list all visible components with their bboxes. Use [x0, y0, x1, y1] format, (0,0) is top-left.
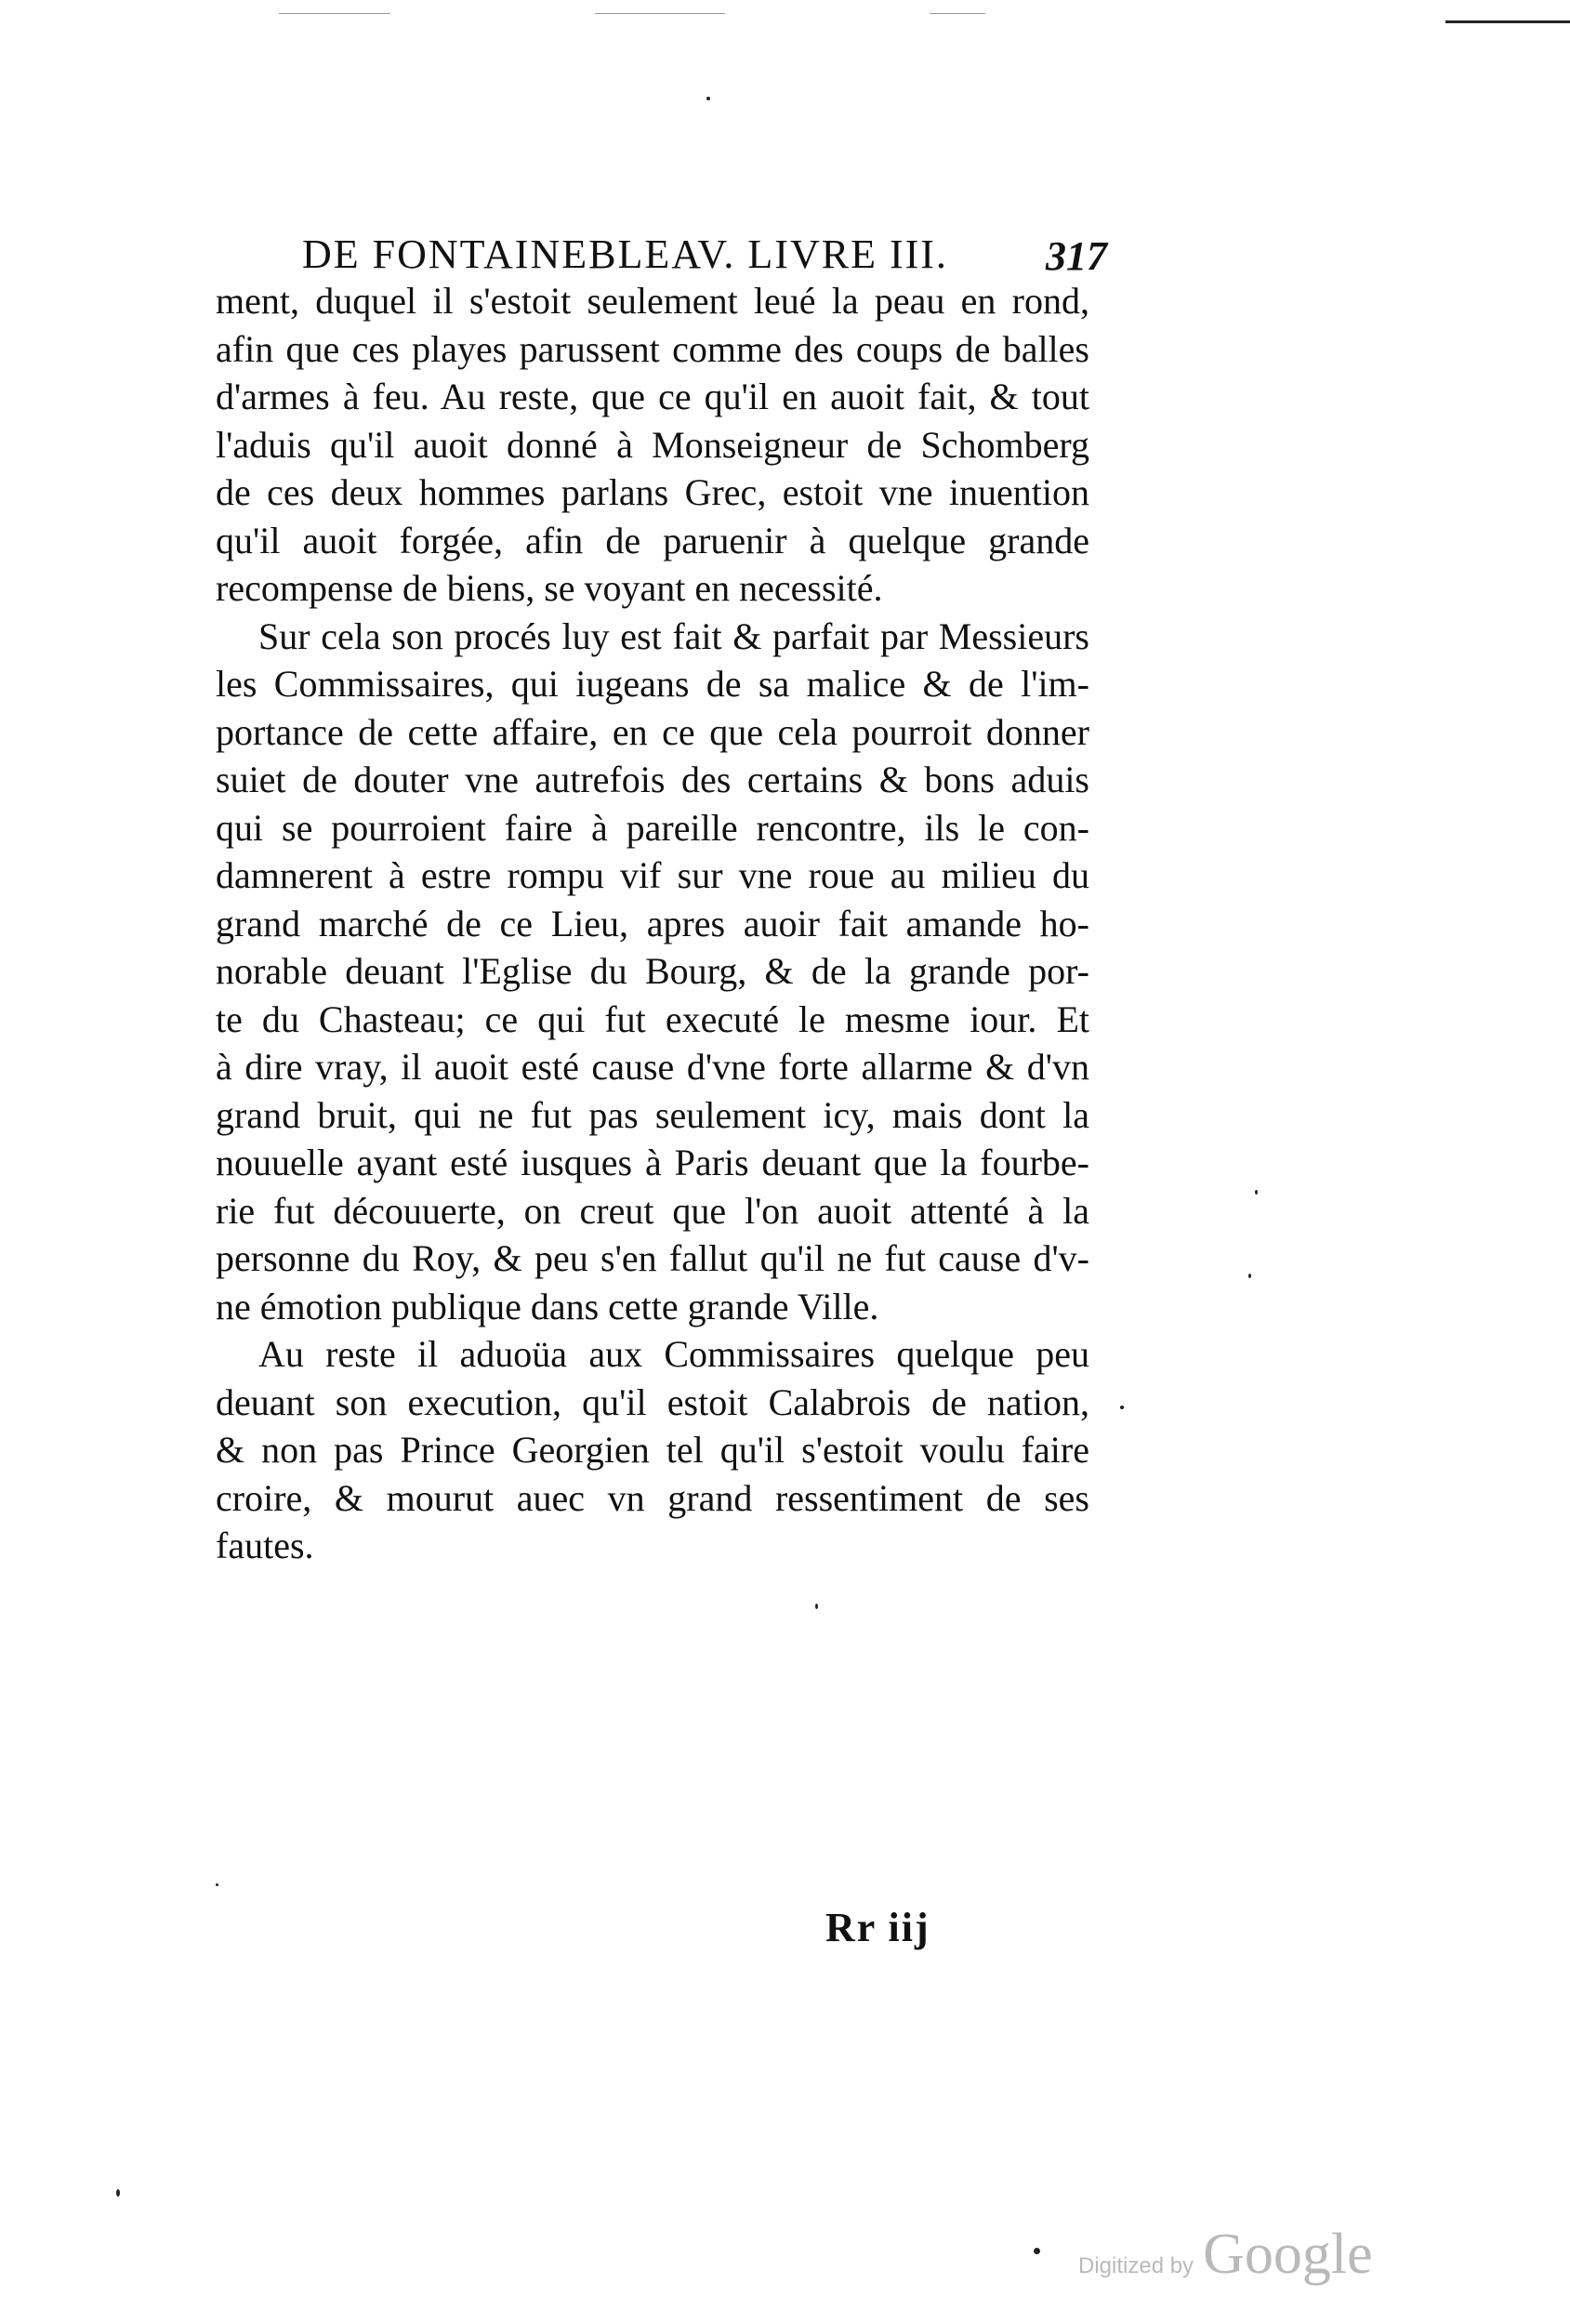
text-line: rie fut découuerte, on creut que l'on auoit attenté à la	[216, 1189, 1089, 1232]
text-line: croire, & mourut auec vn grand ressentiment de ses	[216, 1476, 1089, 1519]
text-line: fautes.	[216, 1525, 314, 1566]
text-line: qui se pourroient faire à pareille rencontre, ils le con-	[216, 806, 1089, 849]
text-line: l'aduis qu'il auoit donné à Monseigneur de Schomberg	[216, 423, 1089, 466]
text-line: recompense de biens, se voyant en necessité.	[216, 567, 883, 609]
google-logo: Google	[1203, 2223, 1373, 2286]
scan-speck	[706, 97, 710, 100]
text-line: te du Chasteau; ce qui fut executé le mesme iour. Et	[216, 997, 1089, 1040]
text-line: suiet de douter vne autrefois des certains & bons aduis	[216, 759, 1089, 800]
text-line: grand marché de ce Lieu, apres auoir fait amande ho-	[216, 902, 1089, 944]
text-line: de ces deux hommes parlans Grec, estoit vne inuention	[216, 471, 1089, 513]
text-line: & non pas Prince Georgien tel qu'il s'estoit voulu faire	[216, 1429, 1089, 1471]
scan-edge-rule	[1445, 20, 1570, 23]
scan-edge-rule	[595, 13, 725, 14]
text-line: norable deuant l'Eglise du Bourg, & de la grande por-	[216, 950, 1089, 992]
text-line: d'armes à feu. Au reste, que ce qu'il en auoit fait, & tout	[216, 376, 1089, 417]
text-line: Sur cela son procés luy est fait & parfait par Messieurs	[258, 614, 1089, 657]
text-line: les Commissaires, qui iugeans de sa malice & de l'im-	[216, 663, 1089, 705]
text-line: afin que ces playes parussent comme des coups de balles	[216, 327, 1089, 370]
text-line: damnerent à estre rompu vif sur vne roue au milieu du	[216, 854, 1089, 896]
scan-speck	[1248, 1274, 1251, 1278]
scan-edge-rule	[930, 13, 985, 14]
digitized-watermark	[1078, 2222, 1373, 2288]
text-line: ment, duquel il s'estoit seulement leué la peau en rond,	[216, 280, 1089, 322]
scan-speck	[1120, 1406, 1124, 1409]
scan-edge-rule	[279, 13, 390, 14]
scan-speck	[1255, 1190, 1258, 1195]
text-line: nouuelle ayant esté iusques à Paris deuant que la fourbe-	[216, 1142, 1089, 1183]
text-line: Au reste il aduoüa aux Commissaires quelque peu	[258, 1333, 1089, 1375]
scan-speck	[1034, 2248, 1040, 2254]
scan-speck	[116, 2189, 120, 2197]
scan-speck	[216, 1883, 218, 1886]
signature-mark: Rr iij	[825, 1905, 930, 1950]
text-line: deuant son execution, qu'il estoit Calabrois de nation,	[216, 1380, 1089, 1423]
text-line: à dire vray, il auoit esté cause d'vne forte allarme & d'vn	[216, 1046, 1089, 1088]
page-number: 317	[1046, 233, 1107, 279]
scan-speck	[815, 1604, 818, 1609]
text-line: qu'il auoit forgée, afin de paruenir à quelque grande	[216, 519, 1089, 561]
text-line: personne du Roy, & peu s'en fallut qu'il ne fut cause d'v-	[216, 1237, 1089, 1279]
text-line: ne émotion publique dans cette grande Ville.	[216, 1285, 879, 1327]
text-line: portance de cette affaire, en ce que cela pourroit donner	[216, 710, 1089, 753]
watermark-prefix: Digitized by	[1078, 2253, 1194, 2278]
running-header	[302, 231, 1139, 277]
body-text	[216, 277, 1089, 1570]
text-line: grand bruit, qui ne fut pas seulement icy, mais dont la	[216, 1093, 1089, 1136]
running-title: DE FONTAINEBLEAV. LIVRE III.	[302, 231, 948, 277]
